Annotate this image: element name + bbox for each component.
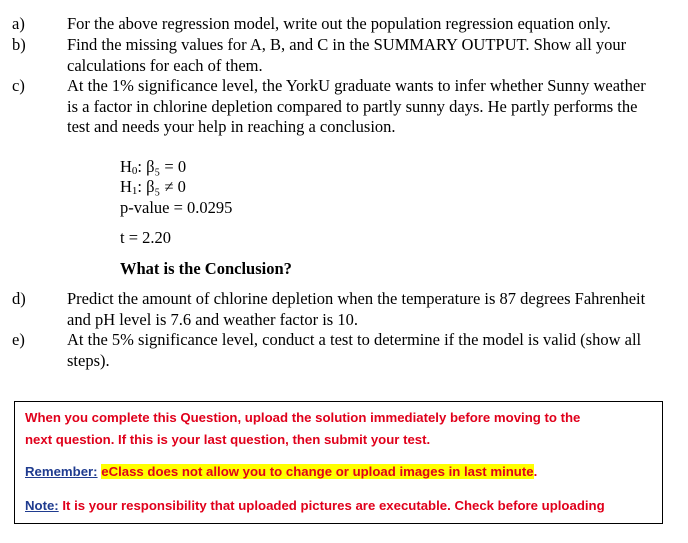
question-text: test and needs your help in reaching a conclusion. bbox=[67, 117, 396, 136]
notice-line-2: next question. If this is your last question, then submit your test. bbox=[25, 432, 431, 447]
remember-label: Remember: bbox=[25, 464, 98, 479]
remember-period: . bbox=[533, 464, 538, 479]
question-text: Predict the amount of chlorine depletion when the temperature is 87 degrees Fahrenheit bbox=[67, 289, 646, 308]
note-line bbox=[25, 498, 605, 513]
remember-line bbox=[25, 464, 537, 479]
p-value: p-value = 0.0295 bbox=[120, 198, 233, 217]
question-text: and pH level is 7.6 and weather factor is 10. bbox=[67, 309, 358, 329]
question-text: At the 1% significance level, the YorkU graduate wants to infer whether Sunny weather bbox=[67, 76, 646, 95]
h0-statement: : β₅ = 0 bbox=[137, 157, 187, 176]
notice-line-1: When you complete this Question, upload the solution immediately before moving to the bbox=[25, 410, 581, 425]
question-letter: a) bbox=[12, 14, 25, 33]
question-text: For the above regression model, write out the population regression equation only. bbox=[67, 14, 611, 33]
h1-letter: H bbox=[120, 177, 132, 196]
question-letter: c) bbox=[12, 76, 25, 95]
h1-subscript: 1 bbox=[131, 185, 138, 197]
question-text: At the 5% significance level, conduct a test to determine if the model is valid (show all bbox=[67, 330, 642, 349]
question-text: Find the missing values for A, B, and C in the SUMMARY OUTPUT. Show all your bbox=[67, 35, 627, 54]
remember-text: eClass does not allow you to change or upload images in last minute bbox=[101, 464, 534, 479]
t-value: t = 2.20 bbox=[120, 228, 172, 247]
note-label: Note: bbox=[25, 498, 59, 513]
question-text: steps). bbox=[67, 350, 110, 370]
question-text: calculations for each of them. bbox=[67, 55, 263, 75]
h1-statement: : β₅ ≠ 0 bbox=[137, 177, 186, 196]
question-letter: d) bbox=[12, 289, 26, 308]
question-letter: e) bbox=[12, 330, 25, 349]
note-text: It is your responsibility that uploaded pictures are executable. Check before uploading bbox=[62, 498, 605, 513]
h0-subscript: 0 bbox=[131, 165, 138, 177]
h0-letter: H bbox=[120, 157, 132, 176]
upload-notice-box bbox=[14, 401, 663, 524]
question-text: is a factor in chlorine depletion compared to partly sunny days. He partly performs the bbox=[67, 96, 638, 116]
question-letter: b) bbox=[12, 35, 26, 54]
conclusion-prompt: What is the Conclusion? bbox=[120, 259, 292, 278]
